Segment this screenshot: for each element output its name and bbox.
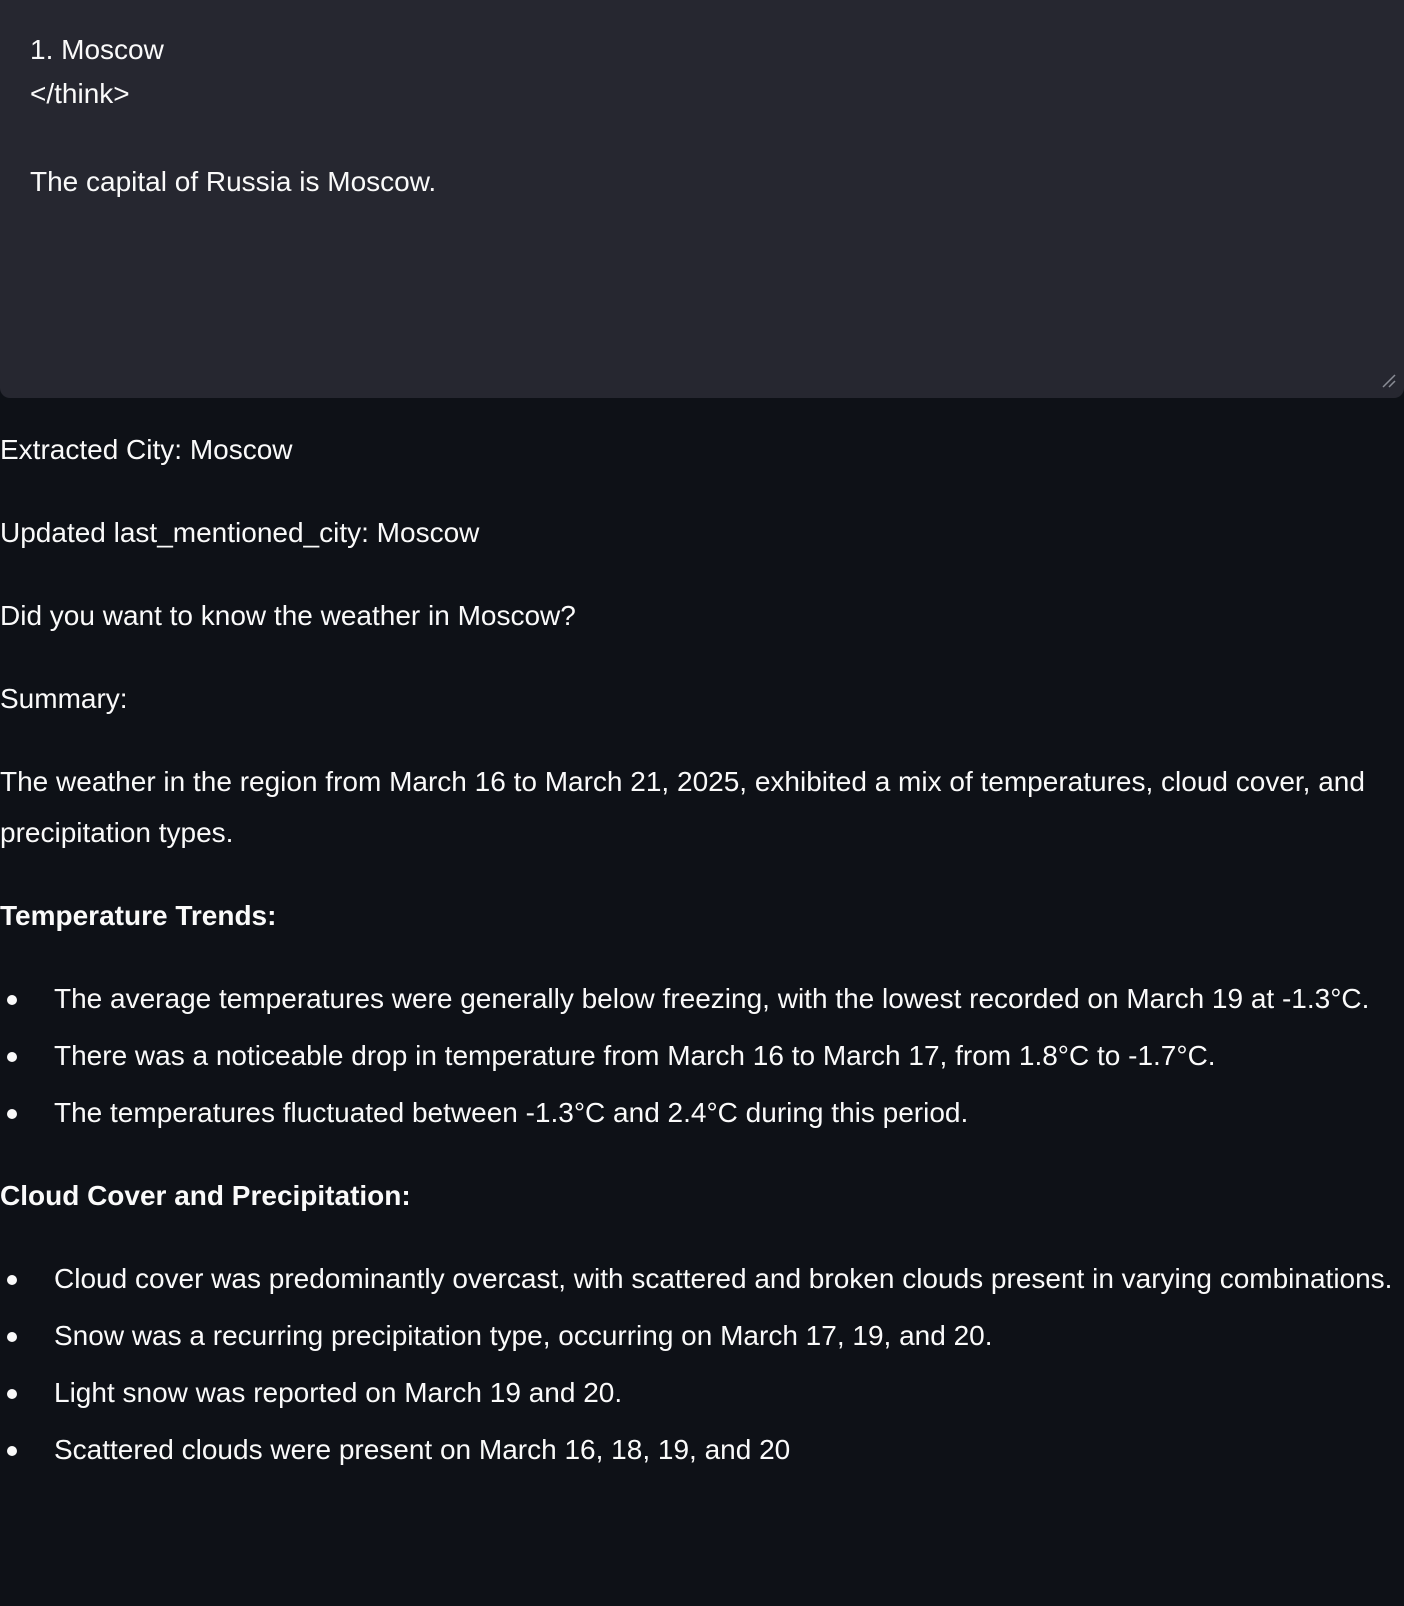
temperature-heading: Temperature Trends: (0, 900, 277, 931)
summary-label: Summary: (0, 683, 128, 714)
cloud-heading: Cloud Cover and Precipitation: (0, 1180, 411, 1211)
updated-city-text: Updated last_mentioned_city: Moscow (0, 517, 480, 548)
temperature-list (0, 973, 1395, 1138)
list-item: Snow was a recurring precipitation type, occurring on March 17, 19, and 20. (0, 1310, 1395, 1361)
list-item: Light snow was reported on March 19 and 20. (0, 1367, 1395, 1418)
resize-handle-icon[interactable] (1380, 372, 1396, 388)
summary-text: The weather in the region from March 16 to March 21, 2025, exhibited a mix of temperatures, cloud cover, and precipitation types. (0, 766, 1365, 848)
list-item: There was a noticeable drop in temperature from March 16 to March 17, from 1.8°C to -1.7°C. (0, 1030, 1395, 1081)
cloud-list (0, 1253, 1395, 1475)
list-item: Scattered clouds were present on March 16, 18, 19, and 20 (0, 1424, 1395, 1475)
list-item: The average temperatures were generally below freezing, with the lowest recorded on March 19 at -1.3°C. (0, 973, 1395, 1024)
list-item: Cloud cover was predominantly overcast, with scattered and broken clouds present in varying combinations. (0, 1253, 1395, 1304)
weather-question-text: Did you want to know the weather in Moscow? (0, 600, 576, 631)
extracted-city-text: Extracted City: Moscow (0, 434, 293, 465)
list-item: The temperatures fluctuated between -1.3°C and 2.4°C during this period. (0, 1087, 1395, 1138)
output-content (0, 424, 1395, 1507)
response-textarea[interactable]: 1. Moscow </think> The capital of Russia is Moscow. (0, 0, 1404, 398)
